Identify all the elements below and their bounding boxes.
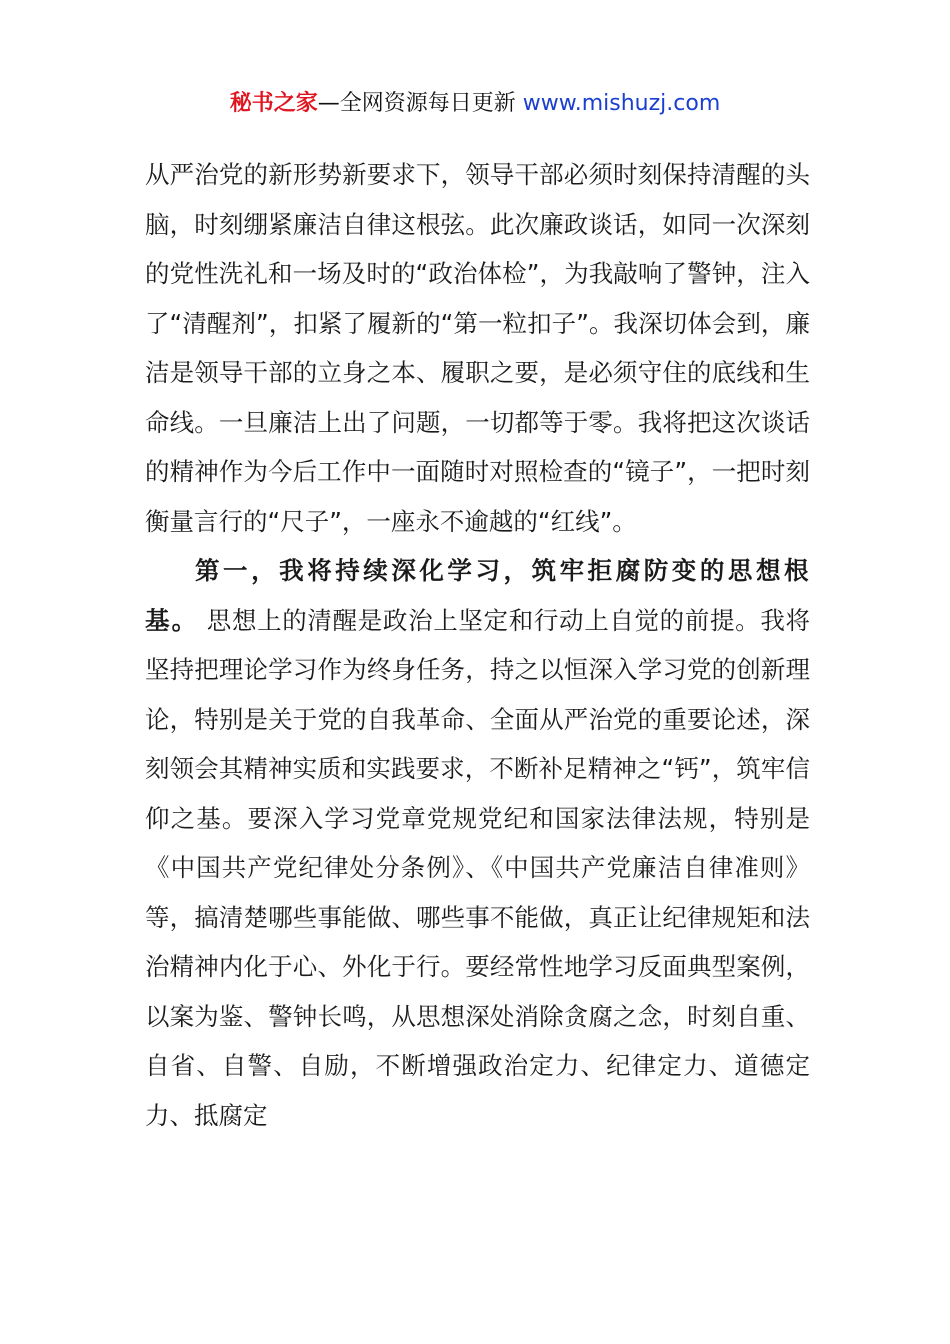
- point-body: 思想上的清醒是政治上坚定和行动上自觉的前提。我将坚持把理论学习作为终身任务，持之以恒深入学习党的创新理论，特别是关于党的自我革命、全面从严治党的重要论述，深刻领会其精神实质和实践要求，不断补足精神之“钙”，筑牢信仰之基。要深入学习党章党规党纪和国家法律法规，特别是《中国共产党纪律处分条例》、《中国共产党廉洁自律准则》等，搞清楚哪些事能做、哪些事不能做，真正让纪律规矩和法治精神内化于心、外化于行。要经常性地学习反面典型案例，以案为鉴、警钟长鸣，从思想深处消除贪腐之念，时刻自重、自省、自警、自励，不断增强政治定力、纪律定力、道德定力、抵腐定: [145, 605, 810, 1130]
- website-link[interactable]: www.mishuzj.com: [522, 91, 721, 116]
- header-tagline: —全网资源每日更新: [317, 91, 523, 116]
- site-header: [0, 86, 950, 122]
- point-heading: 第一，我将持续深化学习，筑牢拒腐防变的思想根基。: [145, 556, 810, 635]
- paragraph-intro: 从严治党的新形势新要求下，领导干部必须时刻保持清醒的头脑，时刻绷紧廉洁自律这根弦。此次廉政谈话，如同一次深刻的党性洗礼和一场及时的“政治体检”，为我敲响了警钟，注入了“清醒剂”，扣紧了履新的“第一粒扣子”。我深切体会到，廉洁是领导干部的立身之本、履职之要，是必须守住的底线和生命线。一旦廉洁上出了问题，一切都等于零。我将把这次谈话的精神作为今后工作中一面随时对照检查的“镜子”，一把时刻衡量言行的“尺子”，一座永不逾越的“红线”。: [145, 160, 810, 536]
- brand-name: 秘书之家: [229, 91, 318, 116]
- document-body: [145, 150, 810, 1140]
- paragraph-first-point: [145, 546, 810, 1140]
